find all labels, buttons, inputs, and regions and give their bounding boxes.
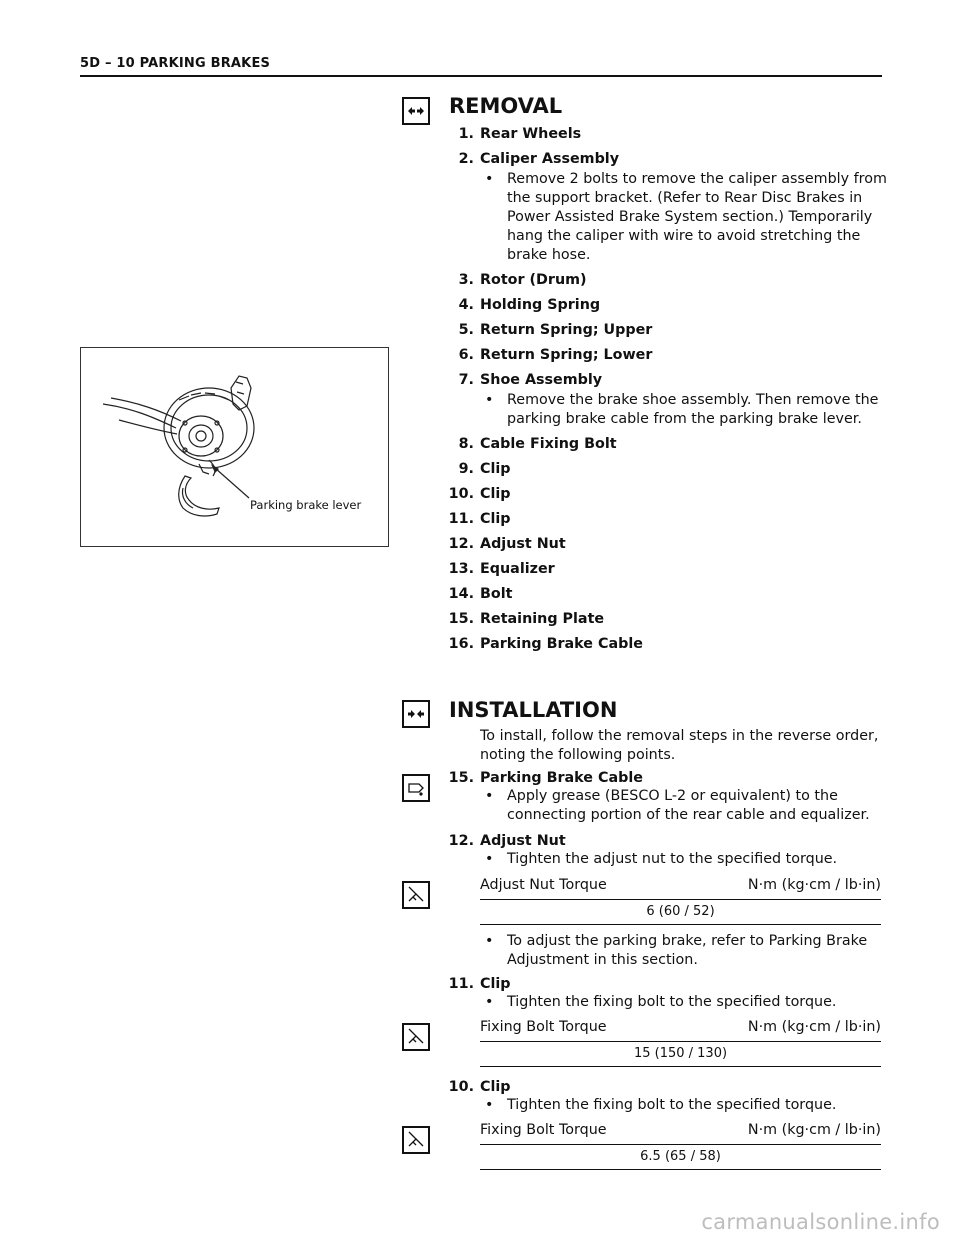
install-step-11 xyxy=(448,976,888,1012)
step-label: Clip xyxy=(480,511,511,527)
removal-step xyxy=(448,535,888,554)
step-label: Adjust Nut xyxy=(480,833,566,849)
removal-step xyxy=(448,271,888,290)
step-bullet: • Remove 2 bolts to remove the caliper assembly from the support bracket. (Refer to Rear Disc Brakes in Power Assisted Brake System section.) Temporarily hang the caliper with wire to avoid stretching the brake hose. xyxy=(485,171,887,263)
removal-title: REMOVAL xyxy=(449,94,563,118)
step-label: Bolt xyxy=(480,586,513,602)
removal-step xyxy=(448,346,888,365)
step-number: 3. xyxy=(458,272,474,288)
torque-name: Fixing Bolt Torque xyxy=(480,1122,607,1138)
step-number: 4. xyxy=(458,297,474,313)
step-label: Rotor (Drum) xyxy=(480,272,587,288)
bullet-text: Remove the brake shoe assembly. Then remove the parking brake cable from the parking brake lever. xyxy=(507,392,879,427)
step-label: Clip xyxy=(480,461,511,477)
removal-step xyxy=(448,485,888,504)
installation-arrows-icon xyxy=(402,700,430,728)
torque-table-fixing-bolt-1 xyxy=(480,1019,881,1067)
removal-step xyxy=(448,460,888,479)
figure-caption: Parking brake lever xyxy=(250,498,362,512)
install-step-10 xyxy=(448,1079,888,1115)
step-bullet: • Tighten the fixing bolt to the specified torque. xyxy=(485,1097,837,1113)
removal-step xyxy=(448,585,888,604)
watermark: carmanualsonline.info xyxy=(701,1210,940,1234)
step-label: Parking Brake Cable xyxy=(480,770,643,786)
torque-name: Adjust Nut Torque xyxy=(480,877,607,893)
torque-unit: N·m (kg·cm / lb·in) xyxy=(747,1019,881,1035)
torque-unit: N·m (kg·cm / lb·in) xyxy=(747,1122,881,1138)
installation-title: INSTALLATION xyxy=(449,698,618,722)
bullet-text: Tighten the fixing bolt to the specified torque. xyxy=(507,1097,837,1113)
step-number: 6. xyxy=(458,347,474,363)
bullet-text: Tighten the fixing bolt to the specified torque. xyxy=(507,994,837,1010)
parking-brake-figure xyxy=(80,347,389,547)
step-number: 8. xyxy=(458,436,474,452)
step-number: 13. xyxy=(448,561,474,577)
brake-assembly-illustration xyxy=(81,348,387,545)
step-bullet: • Tighten the fixing bolt to the specified torque. xyxy=(485,994,837,1010)
step-number: 11. xyxy=(448,976,474,992)
step-label: Cable Fixing Bolt xyxy=(480,436,617,452)
step-number: 11. xyxy=(448,511,474,527)
torque-table-adjust-nut xyxy=(480,877,881,925)
torque-value: 6.5 (65 / 58) xyxy=(640,1149,721,1164)
step-label: Parking Brake Cable xyxy=(480,636,643,652)
install-step-12 xyxy=(448,833,888,869)
torque-wrench-icon xyxy=(402,1023,430,1051)
step-number: 10. xyxy=(448,1079,474,1095)
page-header: 5D – 10 PARKING BRAKES xyxy=(80,56,271,71)
installation-intro: To install, follow the removal steps in the reverse order, noting the following points. xyxy=(480,728,879,763)
step-label: Shoe Assembly xyxy=(480,372,603,388)
step-number: 14. xyxy=(448,586,474,602)
torque-name: Fixing Bolt Torque xyxy=(480,1019,607,1035)
removal-step xyxy=(448,296,888,315)
step-label: Adjust Nut xyxy=(480,536,566,552)
step-label: Clip xyxy=(480,976,511,992)
step-label: Retaining Plate xyxy=(480,611,605,627)
install-step-12-note xyxy=(448,931,888,970)
bullet-text: Tighten the adjust nut to the specified torque. xyxy=(507,851,838,867)
step-label: Clip xyxy=(480,1079,511,1095)
step-label: Clip xyxy=(480,486,511,502)
step-label: Equalizer xyxy=(480,561,555,577)
torque-wrench-icon xyxy=(402,881,430,909)
step-number: 10. xyxy=(448,486,474,502)
step-label: Caliper Assembly xyxy=(480,151,620,167)
step-bullet: • Remove the brake shoe assembly. Then remove the parking brake cable from the parking brake lever. xyxy=(485,392,879,427)
removal-steps xyxy=(448,125,888,660)
bullet-text: Apply grease (BESCO L-2 or equivalent) to the connecting portion of the rear cable and equalizer. xyxy=(507,788,870,823)
removal-step xyxy=(448,435,888,454)
step-bullet: • To adjust the parking brake, refer to Parking Brake Adjustment in this section. xyxy=(485,933,868,968)
step-number: 1. xyxy=(458,126,474,142)
removal-step xyxy=(448,510,888,529)
torque-wrench-icon xyxy=(402,1126,430,1154)
step-number: 5. xyxy=(458,322,474,338)
bullet-text: To adjust the parking brake, refer to Parking Brake Adjustment in this section. xyxy=(507,933,868,968)
step-number: 12. xyxy=(448,833,474,849)
removal-arrows-icon xyxy=(402,97,430,125)
removal-step xyxy=(448,321,888,340)
step-number: 7. xyxy=(458,372,474,388)
torque-table-fixing-bolt-2 xyxy=(480,1122,881,1170)
step-label: Return Spring; Upper xyxy=(480,322,653,338)
install-step-15 xyxy=(448,770,888,825)
torque-unit: N·m (kg·cm / lb·in) xyxy=(747,877,881,893)
step-number: 2. xyxy=(458,151,474,167)
grease-icon xyxy=(402,774,430,802)
removal-step xyxy=(448,635,888,654)
step-label: Holding Spring xyxy=(480,297,601,313)
step-number: 15. xyxy=(448,611,474,627)
removal-step xyxy=(448,610,888,629)
step-label: Rear Wheels xyxy=(480,126,582,142)
bullet-text: Remove 2 bolts to remove the caliper assembly from the support bracket. (Refer to Rear Disc Brakes in Power Assisted Brake System section.) Temporarily hang the caliper with wire to avoid stretching the brake hose. xyxy=(507,171,887,263)
torque-value: 15 (150 / 130) xyxy=(633,1046,728,1061)
removal-step xyxy=(448,560,888,579)
removal-step xyxy=(448,150,888,265)
step-label: Return Spring; Lower xyxy=(480,347,653,363)
removal-step xyxy=(448,125,888,144)
removal-step xyxy=(448,371,888,429)
step-bullet: • Apply grease (BESCO L-2 or equivalent) to the connecting portion of the rear cable and equalizer. xyxy=(485,788,870,823)
step-number: 12. xyxy=(448,536,474,552)
step-number: 16. xyxy=(448,636,474,652)
step-bullet: • Tighten the adjust nut to the specified torque. xyxy=(485,851,838,867)
torque-value: 6 (60 / 52) xyxy=(646,904,715,919)
step-number: 15. xyxy=(448,770,474,786)
header-rule xyxy=(80,75,882,77)
step-number: 9. xyxy=(458,461,474,477)
